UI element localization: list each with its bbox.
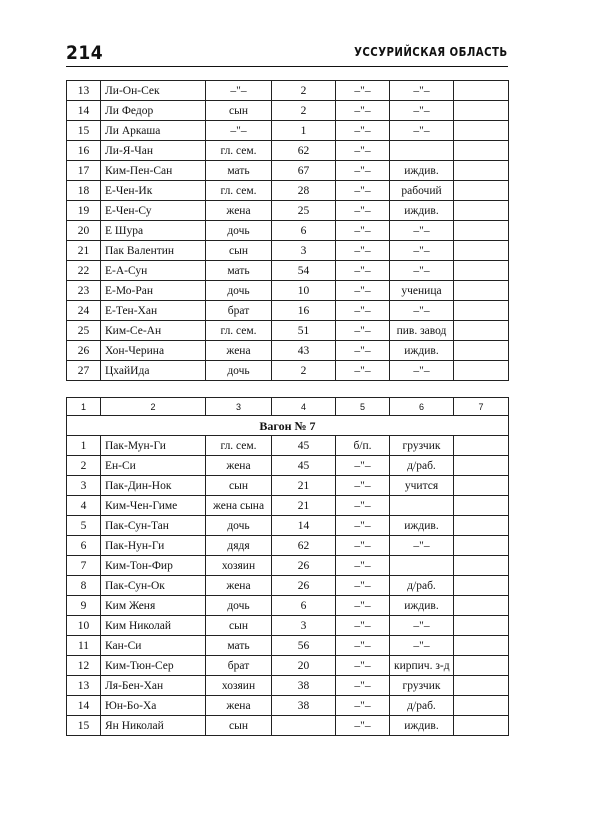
- table-cell: 26: [272, 556, 336, 576]
- table-cell: [454, 201, 509, 221]
- table-cell: [454, 221, 509, 241]
- table-cell: мать: [206, 636, 272, 656]
- table-row: [67, 496, 509, 516]
- table-cell: грузчик: [390, 436, 454, 456]
- table-cell: 1: [272, 121, 336, 141]
- column-number: 1: [67, 398, 101, 416]
- table-row: [67, 121, 509, 141]
- table-cell: 56: [272, 636, 336, 656]
- table-cell: Е-А-Сун: [101, 261, 206, 281]
- table-cell: 12: [67, 656, 101, 676]
- table-cell: мать: [206, 261, 272, 281]
- table-cell: –"–: [390, 101, 454, 121]
- table-cell: 38: [272, 696, 336, 716]
- column-number: 6: [390, 398, 454, 416]
- table-cell: [454, 141, 509, 161]
- table-cell: Е-Тен-Хан: [101, 301, 206, 321]
- table-cell: –"–: [336, 656, 390, 676]
- table-cell: 14: [272, 516, 336, 536]
- table-cell: жена: [206, 576, 272, 596]
- table-row: [67, 361, 509, 381]
- table-cell: 9: [67, 596, 101, 616]
- table-cell: Юн-Бо-Ха: [101, 696, 206, 716]
- table-cell: б/п.: [336, 436, 390, 456]
- table-cell: –"–: [336, 536, 390, 556]
- table-cell: 51: [272, 321, 336, 341]
- table-row: [67, 101, 509, 121]
- table-cell: [454, 261, 509, 281]
- table-cell: –"–: [336, 261, 390, 281]
- table-cell: Пак-Сун-Тан: [101, 516, 206, 536]
- table-cell: 19: [67, 201, 101, 221]
- table-cell: 21: [272, 496, 336, 516]
- table-cell: 45: [272, 456, 336, 476]
- table-row: [67, 341, 509, 361]
- table-row: [67, 656, 509, 676]
- table-cell: сын: [206, 716, 272, 736]
- table-cell: Ли Федор: [101, 101, 206, 121]
- running-title: УССУРИЙСКАЯ ОБЛАСТЬ: [354, 45, 508, 59]
- table-cell: 10: [67, 616, 101, 636]
- table-cell: д/раб.: [390, 576, 454, 596]
- table-cell: 23: [67, 281, 101, 301]
- table-row: [67, 596, 509, 616]
- table-row: [67, 281, 509, 301]
- table-cell: Пак-Нун-Ги: [101, 536, 206, 556]
- table-cell: Пак-Мун-Ги: [101, 436, 206, 456]
- table-row: [67, 456, 509, 476]
- table-cell: –"–: [336, 516, 390, 536]
- table-cell: Е-Мо-Ран: [101, 281, 206, 301]
- table-cell: –"–: [336, 321, 390, 341]
- table-cell: 5: [67, 516, 101, 536]
- table-cell: [454, 281, 509, 301]
- table-cell: 27: [67, 361, 101, 381]
- table-cell: 14: [67, 696, 101, 716]
- table-cell: 7: [67, 556, 101, 576]
- table-cell: иждив.: [390, 716, 454, 736]
- table-cell: 20: [272, 656, 336, 676]
- table-cell: 18: [67, 181, 101, 201]
- table-cell: –"–: [336, 636, 390, 656]
- column-number: 3: [206, 398, 272, 416]
- table-cell: –"–: [336, 716, 390, 736]
- table-cell: –"–: [336, 81, 390, 101]
- table-row: [67, 576, 509, 596]
- table-cell: –"–: [390, 241, 454, 261]
- table-cell: 6: [272, 596, 336, 616]
- table-cell: 15: [67, 716, 101, 736]
- table-row: [67, 241, 509, 261]
- table-cell: [390, 496, 454, 516]
- table-cell: [390, 141, 454, 161]
- table-cell: дочь: [206, 221, 272, 241]
- table-cell: 6: [272, 221, 336, 241]
- table-cell: иждив.: [390, 341, 454, 361]
- table-cell: –"–: [336, 301, 390, 321]
- table-cell: 38: [272, 676, 336, 696]
- table-cell: Ким Николай: [101, 616, 206, 636]
- table-cell: гл. сем.: [206, 141, 272, 161]
- table-cell: рабочий: [390, 181, 454, 201]
- table-cell: Ян Николай: [101, 716, 206, 736]
- table-cell: –"–: [336, 141, 390, 161]
- table-cell: 24: [67, 301, 101, 321]
- table-cell: мать: [206, 161, 272, 181]
- table-cell: дочь: [206, 361, 272, 381]
- table-cell: [454, 596, 509, 616]
- table-cell: 25: [67, 321, 101, 341]
- table-cell: 21: [272, 476, 336, 496]
- table-cell: дочь: [206, 281, 272, 301]
- table-cell: 15: [67, 121, 101, 141]
- table-cell: 54: [272, 261, 336, 281]
- column-number: 2: [101, 398, 206, 416]
- table-cell: 22: [67, 261, 101, 281]
- column-number: 5: [336, 398, 390, 416]
- table-cell: сын: [206, 101, 272, 121]
- page-header: [66, 42, 508, 68]
- table-row: [67, 716, 509, 736]
- table-cell: –"–: [336, 181, 390, 201]
- table-cell: –"–: [336, 201, 390, 221]
- table-cell: [454, 321, 509, 341]
- page-number: 214: [66, 42, 104, 64]
- table-cell: кирпич. з-д: [390, 656, 454, 676]
- table-cell: [454, 456, 509, 476]
- table-cell: [454, 121, 509, 141]
- table-cell: –"–: [390, 121, 454, 141]
- table-cell: жена: [206, 341, 272, 361]
- table-cell: [390, 556, 454, 576]
- table-cell: 26: [67, 341, 101, 361]
- table-cell: д/раб.: [390, 696, 454, 716]
- table-cell: –"–: [336, 476, 390, 496]
- header-rule: [66, 66, 508, 67]
- table-cell: [454, 161, 509, 181]
- table-cell: гл. сем.: [206, 181, 272, 201]
- table-cell: –"–: [336, 101, 390, 121]
- wagon-title: Вагон № 7: [67, 416, 509, 436]
- table-cell: 8: [67, 576, 101, 596]
- table-cell: [454, 361, 509, 381]
- table-cell: –"–: [336, 241, 390, 261]
- table-row: [67, 221, 509, 241]
- table-cell: хозяин: [206, 676, 272, 696]
- table-cell: [454, 81, 509, 101]
- table-cell: гл. сем.: [206, 436, 272, 456]
- table-cell: 16: [272, 301, 336, 321]
- deportation-table-continued: [66, 80, 509, 381]
- table-cell: –"–: [336, 596, 390, 616]
- table-cell: брат: [206, 301, 272, 321]
- column-number: 7: [454, 398, 509, 416]
- table-row: [67, 476, 509, 496]
- table-cell: [454, 341, 509, 361]
- table-cell: [454, 576, 509, 596]
- table-cell: 2: [272, 101, 336, 121]
- table-cell: –"–: [390, 81, 454, 101]
- table-cell: 3: [272, 241, 336, 261]
- table-cell: –"–: [206, 81, 272, 101]
- table-cell: сын: [206, 476, 272, 496]
- table-row: [67, 516, 509, 536]
- table-row: [67, 696, 509, 716]
- table-cell: 4: [67, 496, 101, 516]
- table-cell: –"–: [336, 616, 390, 636]
- table-cell: –"–: [336, 456, 390, 476]
- table-cell: –"–: [390, 361, 454, 381]
- table-cell: Ким Женя: [101, 596, 206, 616]
- table-cell: [454, 636, 509, 656]
- table-cell: –"–: [336, 281, 390, 301]
- table-row: [67, 81, 509, 101]
- table-cell: 2: [272, 361, 336, 381]
- table-cell: 1: [67, 436, 101, 456]
- table-cell: 6: [67, 536, 101, 556]
- table-cell: Ким-Тон-Фир: [101, 556, 206, 576]
- table-cell: [454, 716, 509, 736]
- table-cell: 16: [67, 141, 101, 161]
- table-cell: 62: [272, 141, 336, 161]
- table-cell: 3: [67, 476, 101, 496]
- table-cell: жена сына: [206, 496, 272, 516]
- table-row: [67, 436, 509, 456]
- table-cell: –"–: [336, 556, 390, 576]
- table-cell: –"–: [390, 221, 454, 241]
- table-cell: сын: [206, 616, 272, 636]
- table-row: [67, 261, 509, 281]
- table-cell: 28: [272, 181, 336, 201]
- table-cell: Ли-Он-Сек: [101, 81, 206, 101]
- table-cell: Ли-Я-Чан: [101, 141, 206, 161]
- table-cell: [454, 656, 509, 676]
- table-cell: Хон-Черина: [101, 341, 206, 361]
- table-cell: Ким-Се-Ан: [101, 321, 206, 341]
- table-cell: жена: [206, 201, 272, 221]
- table-cell: жена: [206, 456, 272, 476]
- table-cell: [454, 436, 509, 456]
- table-row: [67, 636, 509, 656]
- table-cell: [454, 536, 509, 556]
- table-cell: иждив.: [390, 161, 454, 181]
- table-cell: [454, 241, 509, 261]
- table-row: [67, 141, 509, 161]
- table-cell: иждив.: [390, 596, 454, 616]
- table-cell: –"–: [390, 636, 454, 656]
- table-cell: –"–: [336, 576, 390, 596]
- table-cell: хозяин: [206, 556, 272, 576]
- table-cell: –"–: [390, 301, 454, 321]
- table-cell: 21: [67, 241, 101, 261]
- table-cell: 17: [67, 161, 101, 181]
- table-cell: ЦхайИда: [101, 361, 206, 381]
- table-cell: Ким-Тюн-Сер: [101, 656, 206, 676]
- table-cell: –"–: [336, 696, 390, 716]
- table-cell: [272, 716, 336, 736]
- table-cell: –"–: [390, 536, 454, 556]
- table-cell: [454, 301, 509, 321]
- table-cell: дочь: [206, 596, 272, 616]
- table-cell: Е-Чен-Ик: [101, 181, 206, 201]
- column-number-row: [67, 398, 509, 416]
- table-cell: иждив.: [390, 201, 454, 221]
- table-cell: –"–: [336, 341, 390, 361]
- table-cell: ученица: [390, 281, 454, 301]
- table-row: [67, 536, 509, 556]
- table-row: [67, 676, 509, 696]
- column-number: 4: [272, 398, 336, 416]
- table-cell: 14: [67, 101, 101, 121]
- table-cell: [454, 676, 509, 696]
- table-cell: 20: [67, 221, 101, 241]
- table-cell: Ля-Бен-Хан: [101, 676, 206, 696]
- table-cell: [454, 496, 509, 516]
- table-cell: [454, 476, 509, 496]
- table-cell: 26: [272, 576, 336, 596]
- table-cell: Е-Чен-Су: [101, 201, 206, 221]
- table-cell: Ким-Чен-Гиме: [101, 496, 206, 516]
- table-cell: д/раб.: [390, 456, 454, 476]
- table-row: [67, 556, 509, 576]
- table-row: [67, 616, 509, 636]
- table-row: [67, 181, 509, 201]
- table-cell: 10: [272, 281, 336, 301]
- table-cell: 2: [272, 81, 336, 101]
- table-cell: –"–: [336, 161, 390, 181]
- table-cell: Ким-Пен-Сан: [101, 161, 206, 181]
- table-cell: Пак Валентин: [101, 241, 206, 261]
- table-cell: Е Шура: [101, 221, 206, 241]
- wagon-7-table: [66, 397, 509, 736]
- table-cell: 62: [272, 536, 336, 556]
- table-cell: иждив.: [390, 516, 454, 536]
- table-cell: –"–: [336, 361, 390, 381]
- table-cell: жена: [206, 696, 272, 716]
- table-cell: [454, 101, 509, 121]
- table-cell: пив. завод: [390, 321, 454, 341]
- table-cell: 25: [272, 201, 336, 221]
- table-cell: 13: [67, 81, 101, 101]
- table-cell: брат: [206, 656, 272, 676]
- table-cell: 67: [272, 161, 336, 181]
- table-cell: 2: [67, 456, 101, 476]
- table-cell: 45: [272, 436, 336, 456]
- table-cell: –"–: [390, 616, 454, 636]
- table-cell: [454, 181, 509, 201]
- table-cell: дочь: [206, 516, 272, 536]
- table-cell: Пак-Дин-Нок: [101, 476, 206, 496]
- table-cell: грузчик: [390, 676, 454, 696]
- table-cell: 43: [272, 341, 336, 361]
- table-cell: учится: [390, 476, 454, 496]
- table-cell: –"–: [336, 221, 390, 241]
- table-cell: 11: [67, 636, 101, 656]
- table-cell: –"–: [390, 261, 454, 281]
- table-cell: –"–: [336, 676, 390, 696]
- table-cell: гл. сем.: [206, 321, 272, 341]
- table-cell: [454, 556, 509, 576]
- table-row: [67, 301, 509, 321]
- table-cell: Ли Аркаша: [101, 121, 206, 141]
- table-cell: 3: [272, 616, 336, 636]
- table-cell: [454, 696, 509, 716]
- wagon-section-row: [67, 416, 509, 436]
- table-row: [67, 321, 509, 341]
- table-row: [67, 201, 509, 221]
- table-cell: –"–: [336, 496, 390, 516]
- table-cell: [454, 616, 509, 636]
- table-cell: [454, 516, 509, 536]
- table-cell: Ен-Си: [101, 456, 206, 476]
- table-cell: Кан-Си: [101, 636, 206, 656]
- table-cell: сын: [206, 241, 272, 261]
- table-row: [67, 161, 509, 181]
- table-cell: –"–: [206, 121, 272, 141]
- table-cell: 13: [67, 676, 101, 696]
- table-cell: –"–: [336, 121, 390, 141]
- table-cell: Пак-Сун-Ок: [101, 576, 206, 596]
- table-cell: дядя: [206, 536, 272, 556]
